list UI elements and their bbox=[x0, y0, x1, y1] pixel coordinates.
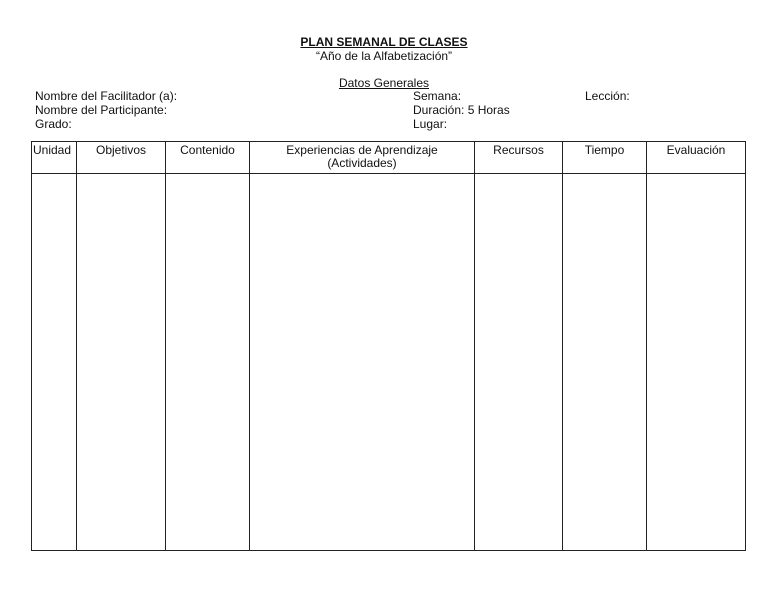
facilitador-label: Nombre del Facilitador (a): bbox=[35, 89, 178, 103]
column-header-contenido bbox=[166, 142, 250, 174]
column-header-label: Contenido bbox=[180, 143, 235, 157]
column-header-recursos bbox=[475, 142, 563, 174]
column-header-objetivos bbox=[77, 142, 166, 174]
column-header-sublabel: (Actividades) bbox=[327, 156, 397, 170]
cell-evaluacion[interactable] bbox=[647, 174, 746, 551]
document-title: PLAN SEMANAL DE CLASES bbox=[300, 35, 468, 49]
column-header-label: Objetivos bbox=[95, 143, 147, 157]
table-body-row bbox=[32, 174, 746, 551]
column-header-label: Unidad bbox=[33, 143, 72, 157]
grado-label: Grado: bbox=[35, 117, 72, 131]
column-header-label: Recursos bbox=[493, 143, 544, 157]
lesson-plan-table bbox=[31, 141, 746, 551]
column-header-tiempo bbox=[563, 142, 647, 174]
cell-experiencias[interactable] bbox=[250, 174, 475, 551]
section-heading: Datos Generales bbox=[338, 76, 430, 90]
column-header-evaluacion bbox=[647, 142, 746, 174]
column-header-unidad bbox=[32, 142, 77, 174]
leccion-label: Lección: bbox=[585, 89, 630, 103]
cell-recursos[interactable] bbox=[475, 174, 563, 551]
cell-contenido[interactable] bbox=[166, 174, 250, 551]
cell-tiempo[interactable] bbox=[563, 174, 647, 551]
document-subtitle: “Año de la Alfabetización” bbox=[315, 49, 453, 63]
table-header-row bbox=[32, 142, 746, 174]
duracion-label: Duración: 5 Horas bbox=[413, 103, 510, 117]
semana-label: Semana: bbox=[413, 89, 462, 103]
cell-objetivos[interactable] bbox=[77, 174, 166, 551]
column-header-label: Evaluación bbox=[666, 143, 726, 157]
participante-label: Nombre del Participante: bbox=[35, 103, 168, 117]
lugar-label: Lugar: bbox=[413, 117, 448, 131]
column-header-experiencias bbox=[250, 142, 475, 174]
column-header-label: Experiencias de Aprendizaje bbox=[286, 143, 438, 157]
column-header-label: Tiempo bbox=[584, 143, 625, 157]
cell-unidad[interactable] bbox=[32, 174, 77, 551]
